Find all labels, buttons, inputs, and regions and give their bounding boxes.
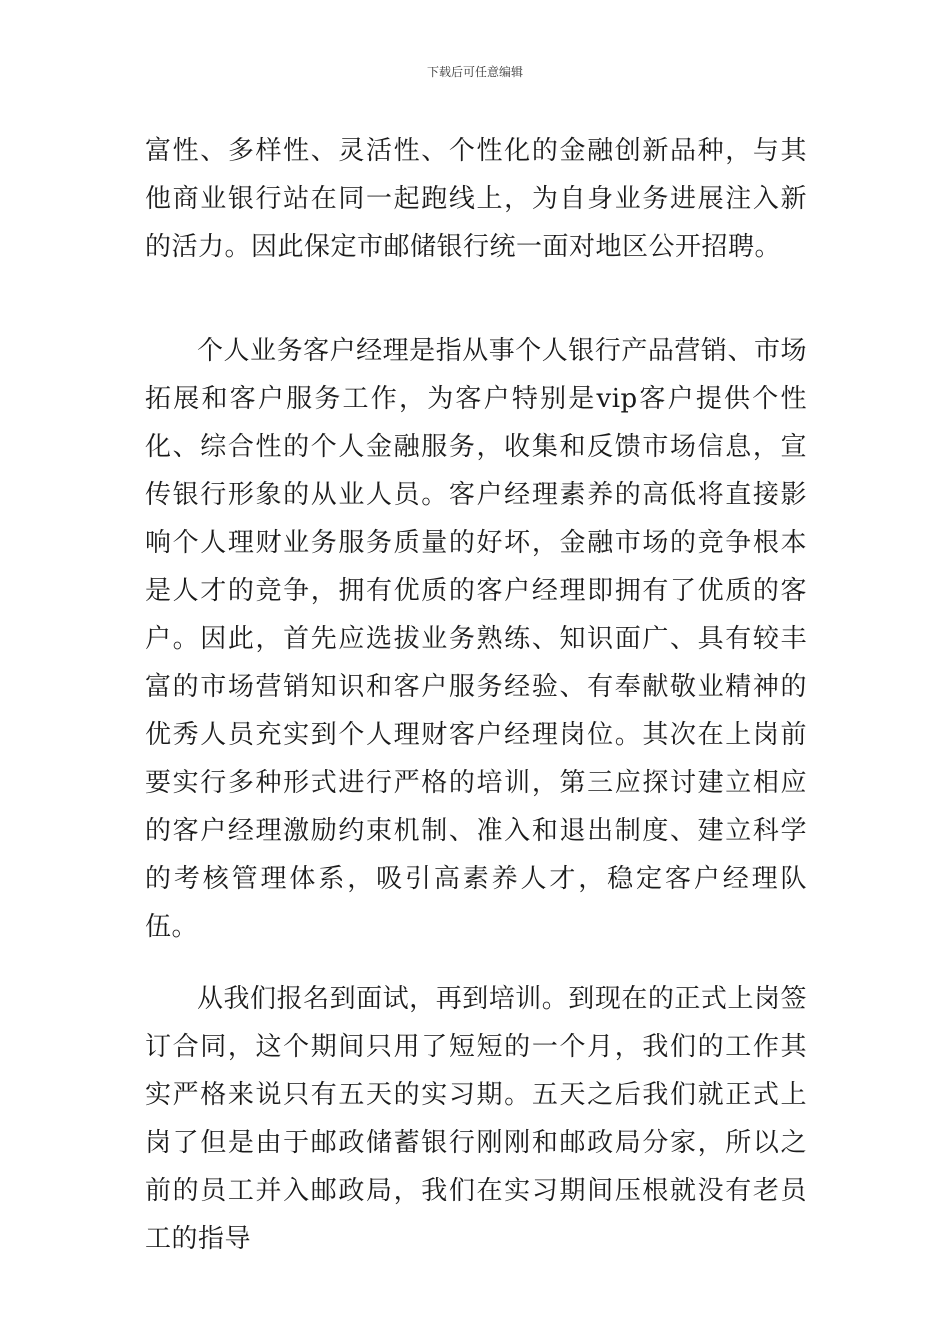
paragraph-3-text: 从我们报名到面试，再到培训。到现在的正式上岗签订合同，这个期间只用了短短的一个月，我们的工作其实严格来说只有五天的实习期。五天之后我们就正式上岗了但是由于邮政储蓄银行刚刚和邮政局分家，所以之前的员工并入邮政局，我们在实习期间压根就没有老员工的指导 [145, 984, 807, 1254]
page-header: 下载后可任意编辑 [426, 65, 523, 79]
paragraph-2-text: 个人业务客户经理是指从事个人银行产品营销、市场拓展和客户服务工作，为客户特别是vip客户提供个性化、综合性的个人金融服务，收集和反馈市场信息，宣传银行形象的从业人员。客户经理素养的高低将直接影响个人理财业务服务质量的好坏，金融市场的竞争根本是人才的竞争，拥有优质的客户经理即拥有了优质的客户。因此，首先应选拔业务熟练、知识面广、具有较丰富的市场营销知识和客户服务经验、有奉献敬业精神的优秀人员充实到个人理财客户经理岗位。其次在上岗前要实行多种形式进行严格的培训，第三应探讨建立相应的客户经理激励约束机制、准入和退出制度、建立科学的考核管理体系，吸引高素养人才，稳定客户经理队伍。 [145, 336, 807, 942]
paragraph-1 [145, 127, 807, 271]
paragraph-3 [145, 975, 807, 1263]
paragraph-2 [145, 327, 807, 951]
paragraph-1-text: 富性、多样性、灵活性、个性化的金融创新品种，与其他商业银行站在同一起跑线上，为自身业务进展注入新的活力。因此保定市邮储银行统一面对地区公开招聘。 [145, 136, 807, 262]
